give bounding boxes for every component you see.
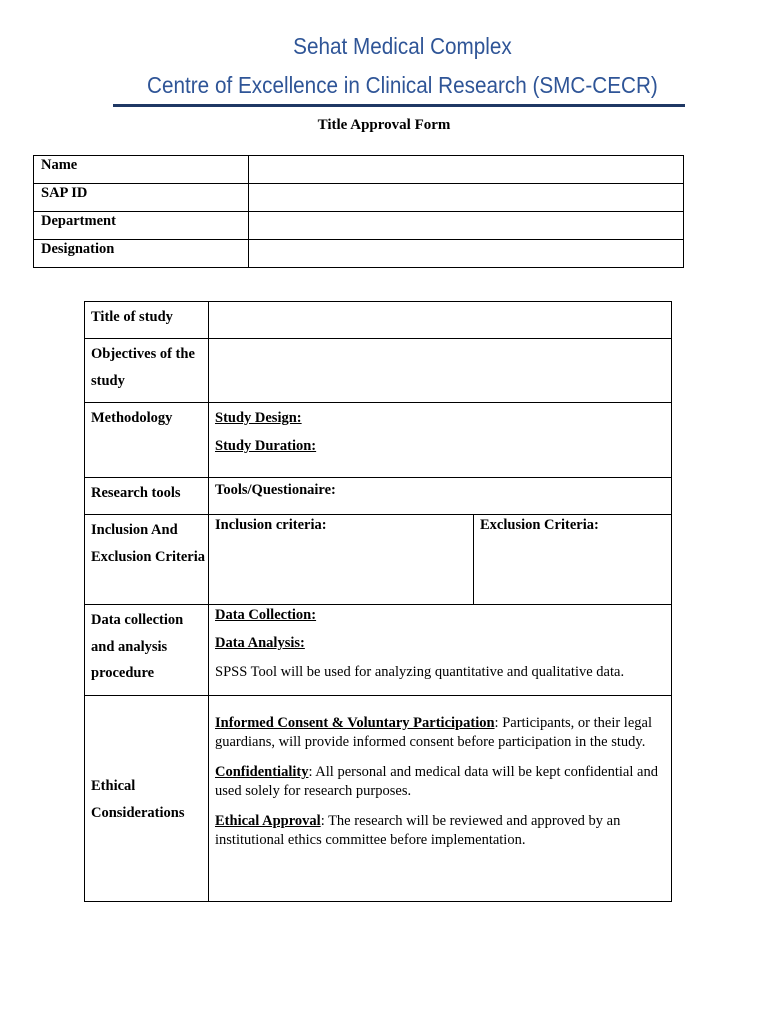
info-row-name (34, 156, 684, 184)
department-field[interactable] (249, 212, 684, 240)
inclusion-exclusion-label: Inclusion And Exclusion Criteria (85, 515, 209, 605)
row-title-of-study (85, 302, 672, 339)
confidentiality-heading: Confidentiality (215, 764, 309, 780)
methodology-field[interactable] (209, 403, 672, 478)
row-methodology (85, 403, 672, 478)
sap-id-label: SAP ID (34, 184, 249, 212)
applicant-info-table (33, 155, 684, 268)
objectives-field[interactable] (209, 339, 672, 403)
info-row-department (34, 212, 684, 240)
inclusion-criteria-label: Inclusion criteria: (215, 517, 327, 533)
info-row-sap-id (34, 184, 684, 212)
designation-label: Designation (34, 240, 249, 268)
centre-name: Centre of Excellence in Clinical Research (SMC-CECR) (147, 72, 658, 98)
department-label: Department (34, 212, 249, 240)
info-row-designation (34, 240, 684, 268)
objectives-label: Objectives of the study (85, 339, 209, 403)
title-of-study-field[interactable] (209, 302, 672, 339)
org-name: Sehat Medical Complex (293, 33, 512, 59)
confidentiality-paragraph (215, 763, 663, 801)
approval-heading: Ethical Approval (215, 813, 321, 829)
data-analysis-heading: Data Analysis: (215, 635, 305, 651)
row-research-tools (85, 478, 672, 515)
study-duration-label: Study Duration: (215, 438, 317, 454)
exclusion-criteria-field[interactable] (474, 515, 672, 605)
study-details-table (84, 301, 672, 902)
ethical-considerations-label: Ethical Considerations (85, 696, 209, 902)
row-ethical-considerations (85, 696, 672, 902)
row-inclusion-exclusion (85, 515, 672, 605)
designation-field[interactable] (249, 240, 684, 268)
spss-note: SPSS Tool will be used for analyzing quantitative and qualitative data. (215, 664, 625, 680)
exclusion-criteria-label: Exclusion Criteria: (480, 517, 599, 533)
consent-paragraph (215, 714, 663, 752)
methodology-label: Methodology (85, 403, 209, 478)
approval-paragraph (215, 812, 663, 850)
consent-heading: Informed Consent & Voluntary Participation (215, 715, 495, 731)
research-tools-label: Research tools (85, 478, 209, 515)
tools-questionaire-label: Tools/Questionaire: (215, 482, 336, 498)
consent-text: : Participants, or their legal guardians, will provide informed consent before participation in the study. (215, 715, 652, 750)
ethical-considerations-field[interactable] (209, 696, 672, 902)
row-data-collection (85, 605, 672, 696)
title-of-study-label: Title of study (85, 302, 209, 339)
inclusion-criteria-field[interactable] (209, 515, 474, 605)
confidentiality-text: : All personal and medical data will be kept confidential and used solely for research purposes. (215, 764, 658, 799)
name-label: Name (34, 156, 249, 184)
form-title: Title Approval Form (317, 117, 451, 133)
research-tools-field[interactable] (209, 478, 672, 515)
study-design-label: Study Design: (215, 410, 302, 426)
data-collection-field[interactable] (209, 605, 672, 696)
sap-id-field[interactable] (249, 184, 684, 212)
name-field[interactable] (249, 156, 684, 184)
data-collection-heading: Data Collection: (215, 607, 317, 623)
row-objectives (85, 339, 672, 403)
approval-text: : The research will be reviewed and approved by an institutional ethics committee before implementation. (215, 813, 621, 848)
data-collection-label: Data collection and analysis procedure (85, 605, 209, 696)
header-rule (113, 104, 685, 107)
